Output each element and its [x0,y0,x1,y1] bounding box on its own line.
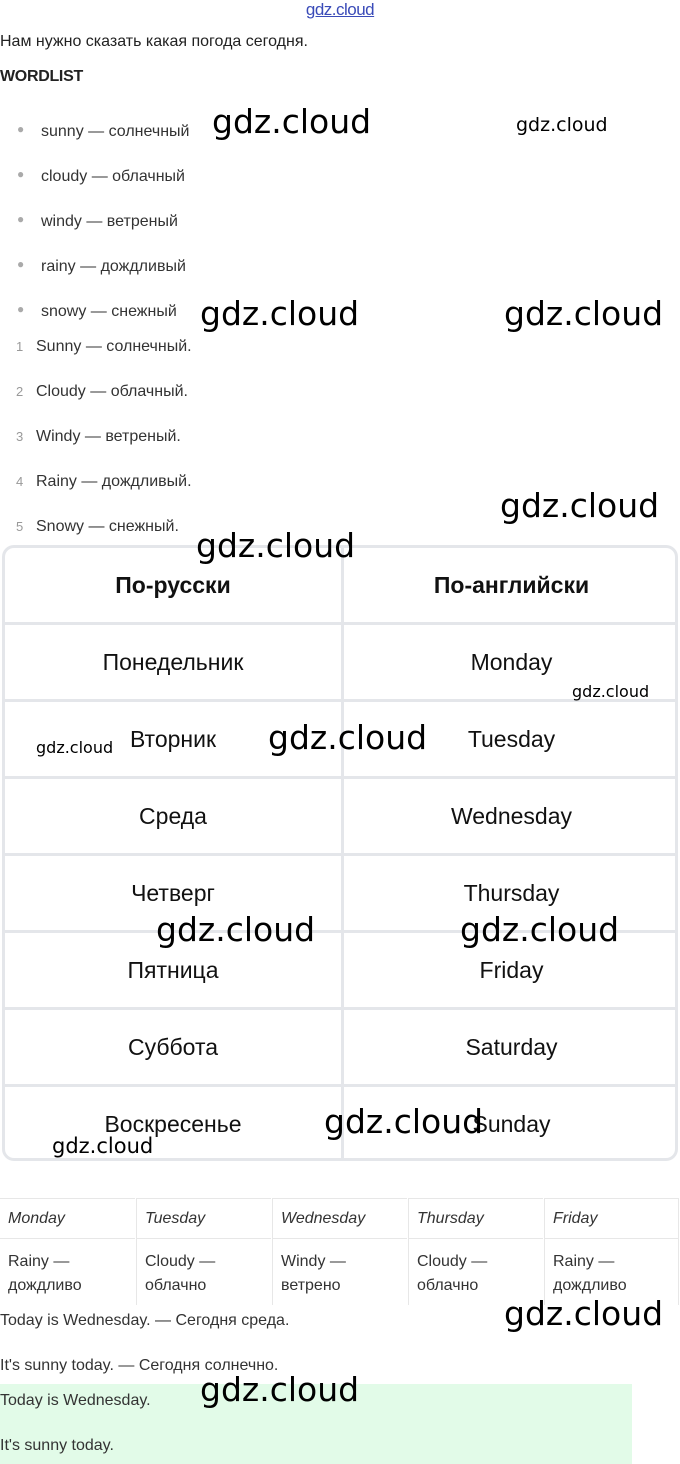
table-cell: Пятница [127,956,219,983]
item-text: Snowy — снежный. [36,518,179,535]
weather-cell [8,1250,82,1298]
watermark: gdz.cloud [324,1102,484,1141]
item-number: 4 [16,474,24,489]
item-text: Windy — ветреный. [36,428,181,445]
list-item-text: windy — ветреный [41,213,178,230]
table-cell: Среда [139,802,207,829]
weather-cell [553,1250,627,1298]
table-header-cell: По-английски [433,571,590,598]
watermark: gdz.cloud [500,486,660,525]
weather-en: Rainy — [553,1253,615,1270]
table-cell: Saturday [465,1033,558,1060]
weather-ru: облачно [417,1277,479,1294]
item-text: Rainy — дождливый. [36,473,192,490]
watermark: gdz.cloud [200,294,360,333]
weather-column [544,1198,679,1305]
table-cell: Wednesday [450,802,573,829]
weather-en: Cloudy — [145,1253,216,1270]
weather-column [408,1198,543,1305]
weather-day-header: Thursday [409,1198,543,1239]
watermark: gdz.cloud [212,102,372,141]
bullet-dot-icon: ● [17,302,25,316]
header-watermark-link[interactable]: gdz.cloud [305,0,375,19]
item-number: 1 [16,339,24,354]
sentence-today: Today is Wednesday. — Сегодня среда. [0,1312,290,1329]
weather-day-header: Tuesday [137,1198,271,1239]
watermark: gdz.cloud [460,910,620,949]
sentence-weather: It's sunny today. — Сегодня солнечно. [0,1357,279,1374]
item-number: 2 [16,384,24,399]
bullet-dot-icon: ● [17,167,25,181]
weather-en: Cloudy — [417,1253,488,1270]
table-cell: Понедельник [102,648,244,675]
table-row [5,1007,678,1084]
watermark: gdz.cloud [52,1134,154,1158]
watermark: gdz.cloud [196,526,356,565]
list-item-text: snowy — снежный [41,303,177,320]
item-text: Cloudy — облачный. [36,383,188,400]
answer-line: Today is Wednesday. [0,1392,151,1409]
weather-day-header: Wednesday [273,1198,407,1239]
weather-en: Windy — [281,1253,346,1270]
table-header-cell: По-русски [115,571,231,598]
weather-cell [281,1250,346,1298]
weather-day-header: Friday [545,1198,678,1239]
days-of-week-table [2,545,678,1161]
watermark: gdz.cloud [572,682,650,701]
list-item-text: rainy — дождливый [41,258,186,275]
weather-column [136,1198,271,1305]
watermark: gdz.cloud [516,114,608,136]
weather-column [272,1198,407,1305]
list-item [17,167,185,186]
item-text: Sunny — солнечный. [36,338,192,355]
table-cell: Friday [479,956,544,983]
watermark: gdz.cloud [200,1370,360,1409]
item-number: 5 [16,519,24,534]
intro-text: Нам нужно сказать какая погода сегодня. [0,33,308,50]
bullet-dot-icon: ● [17,122,25,136]
weather-table [0,1198,680,1305]
bullet-dot-icon: ● [17,257,25,271]
numbered-item [16,518,179,536]
table-row [5,776,678,853]
weather-day-header: Monday [0,1198,135,1239]
table-cell: Monday [470,648,553,675]
numbered-item [16,428,181,446]
weather-cell [145,1250,215,1298]
table-cell: Вторник [129,725,217,752]
list-item [17,257,186,276]
table-cell: Tuesday [467,725,556,752]
table-cell: Thursday [463,879,560,906]
bullet-dot-icon: ● [17,212,25,226]
numbered-item [16,338,192,356]
list-item-text: cloudy — облачный [41,168,185,185]
table-cell: Sunday [472,1110,551,1137]
weather-ru: ветрено [281,1277,341,1294]
watermark: gdz.cloud [156,910,316,949]
watermark: gdz.cloud [504,1294,664,1333]
weather-en: Rainy — [8,1253,70,1270]
table-cell: Суббота [127,1033,219,1060]
item-number: 3 [16,429,24,444]
list-item-text: sunny — солнечный [41,123,190,140]
answer-line: It's sunny today. [0,1437,114,1454]
list-item [17,122,190,141]
watermark: gdz.cloud [36,738,114,757]
table-cell: Воскресенье [104,1110,242,1137]
wordlist-title: WORDLIST [0,68,83,85]
table-cell: Четверг [131,879,215,906]
watermark: gdz.cloud [504,294,664,333]
watermark: gdz.cloud [268,718,428,757]
weather-cell [417,1250,487,1298]
list-item [17,212,178,231]
weather-ru: дождливо [553,1277,627,1294]
weather-column [0,1198,135,1305]
numbered-item [16,473,192,491]
list-item [17,302,177,321]
numbered-item [16,383,188,401]
weather-ru: облачно [145,1277,207,1294]
weather-ru: дождливо [8,1277,82,1294]
